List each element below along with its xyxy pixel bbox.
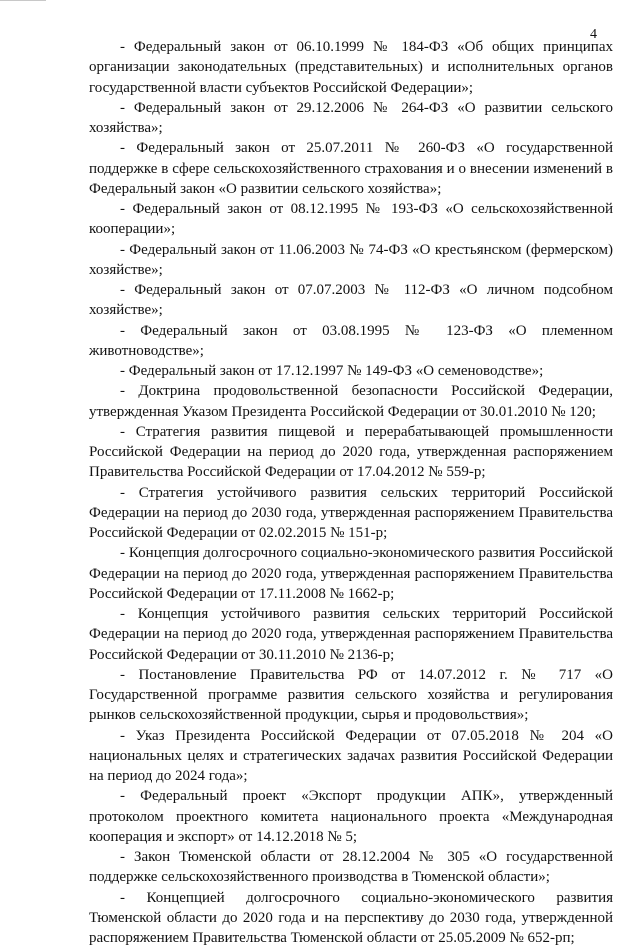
- list-item: - Федеральный закон от 07.07.2003 № 112-ФЗ «О личном подсобном хозяйстве»;: [89, 280, 613, 321]
- list-item: - Федеральный закон от 06.10.1999 № 184-ФЗ «Об общих принципах организации законодательных (представительных) и исполнительных органов государственной власти субъектов Российской Федерации»;: [89, 37, 613, 98]
- list-item: - Федеральный закон от 29.12.2006 № 264-ФЗ «О развитии сельского хозяйства»;: [89, 98, 613, 139]
- list-item: - Федеральный закон от 03.08.1995 № 123-ФЗ «О племенном животноводстве»;: [89, 321, 613, 362]
- list-item: - Федеральный закон от 25.07.2011 № 260-ФЗ «О государственной поддержке в сфере сельскохозяйственного страхования и о внесении изменений в Федеральный закон «О развитии сельского хозяйства»;: [89, 138, 613, 199]
- scan-artifact-line: [0, 0, 46, 1]
- list-item: - Федеральный закон от 17.12.1997 № 149-ФЗ «О семеноводстве»;: [89, 361, 613, 381]
- page-number: 4: [590, 27, 597, 43]
- legal-basis-list: [89, 37, 613, 948]
- list-item: - Указ Президента Российской Федерации от 07.05.2018 № 204 «О национальных целях и стратегических задачах развития Российской Федерации на период до 2024 года»;: [89, 726, 613, 787]
- list-item: - Стратегия устойчивого развития сельских территорий Российской Федерации на период до 2030 года, утвержденная распоряжением Правительства Российской Федерации от 02.02.2015 № 151-р;: [89, 483, 613, 544]
- list-item: - Концепция устойчивого развития сельских территорий Российской Федерации на период до 2020 года, утвержденная распоряжением Правительства Российской Федерации от 30.11.2010 № 2136-р;: [89, 604, 613, 665]
- list-item: - Постановление Правительства РФ от 14.07.2012 г. № 717 «О Государственной программе развития сельского хозяйства и регулирования рынков сельскохозяйственной продукции, сырья и продовольствия»;: [89, 665, 613, 726]
- list-item: - Федеральный проект «Экспорт продукции АПК», утвержденный протоколом проектного комитета национального проекта «Международная кооперация и экспорт» от 14.12.2018 № 5;: [89, 786, 613, 847]
- list-item: - Концепцией долгосрочного социально-экономического развития Тюменской области до 2020 года и на перспективу до 2030 года, утвержденной распоряжением Правительства Тюменской области от 25.05.2009 № 652-рп;: [89, 888, 613, 948]
- list-item: - Концепция долгосрочного социально-экономического развития Российской Федерации на период до 2020 года, утвержденная распоряжением Правительства Российской Федерации от 17.11.2008 № 1662-р;: [89, 543, 613, 604]
- list-item: - Стратегия развития пищевой и перерабатывающей промышленности Российской Федерации на период до 2020 года, утвержденная распоряжением Правительства Российской Федерации от 17.04.2012 № 559-р;: [89, 422, 613, 483]
- list-item: - Закон Тюменской области от 28.12.2004 № 305 «О государственной поддержке сельскохозяйственного производства в Тюменской области»;: [89, 847, 613, 888]
- list-item: - Федеральный закон от 08.12.1995 № 193-ФЗ «О сельскохозяйственной кооперации»;: [89, 199, 613, 240]
- list-item: - Доктрина продовольственной безопасности Российской Федерации, утвержденная Указом Президента Российской Федерации от 30.01.2010 № 120;: [89, 381, 613, 422]
- list-item: - Федеральный закон от 11.06.2003 № 74-ФЗ «О крестьянском (фермерском) хозяйстве»;: [89, 240, 613, 281]
